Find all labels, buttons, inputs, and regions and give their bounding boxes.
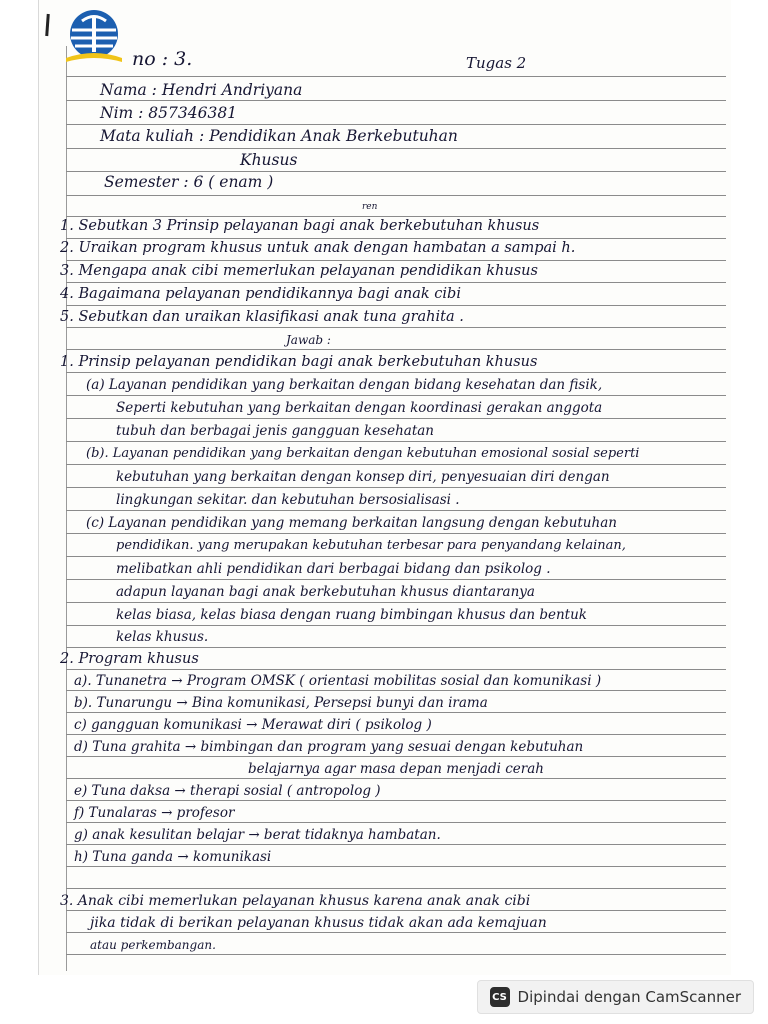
answer-heading: Jawab : [286,333,331,347]
answer-1-line: adapun layanan bagi anak berkebutuhan khusus diantaranya [116,584,535,600]
answer-1-line: (c) Layanan pendidikan yang memang berkaitan langsung dengan kebutuhan [86,515,617,531]
answer-1-line: kelas khusus. [116,629,209,645]
ruled-line [66,533,726,534]
answer-2-item: e) Tuna daksa → therapi sosial ( antropolog ) [74,783,381,799]
answer-2-item: f) Tunalaras → profesor [74,805,235,821]
ruled-line [66,910,726,911]
answer-1-line: lingkungan sekitar. dan kebutuhan bersosialisasi . [116,492,460,508]
answer-2-item: belajarnya agar masa depan menjadi cerah [248,761,544,777]
camscanner-icon: CS [490,987,510,1007]
margin-line [66,46,67,971]
ruled-line [66,100,726,101]
ruled-line [66,800,726,801]
ruled-line [66,148,726,149]
ruled-line [66,349,726,350]
ruled-line [66,441,726,442]
ruled-line [66,372,726,373]
answer-1-line: pendidikan. yang merupakan kebutuhan terbesar para penyandang kelainan, [116,538,626,553]
answer-1-title: 1. Prinsip pelayanan pendidikan bagi anak berkebutuhan khusus [60,354,538,370]
answer-2-title: 2. Program khusus [60,651,199,667]
university-logo [62,8,126,66]
question-1: 1. Sebutkan 3 Prinsip pelayanan bagi anak berkebutuhan khusus [60,218,540,234]
student-name: Nama : Hendri Andriyana [100,81,303,99]
ruled-line [66,647,726,648]
ruled-line [66,690,726,691]
answer-1-line: Seperti kebutuhan yang berkaitan dengan koordinasi gerakan anggota [116,400,603,416]
ruled-line [66,625,726,626]
student-nim: Nim : 857346381 [100,104,238,122]
answer-2-item: c) gangguan komunikasi → Merawat diri ( psikolog ) [74,717,432,733]
ruled-line [66,866,726,867]
ruled-line [66,418,726,419]
ruled-line [66,602,726,603]
answer-1-line: (b). Layanan pendidikan yang berkaitan dengan kebutuhan emosional sosial seperti [86,446,640,461]
ruled-line [66,669,726,670]
answer-2-item: d) Tuna grahita → bimbingan dan program yang sesuai dengan kebutuhan [74,739,584,755]
answer-1-line: melibatkan ahli pendidikan dari berbagai bidang dan psikolog . [116,561,551,577]
answer-2-item: b). Tunarungu → Bina komunikasi, Persepsi bunyi dan irama [74,695,488,711]
ruled-line [66,171,726,172]
answer-2-item: a). Tunanetra → Program OMSK ( orientasi mobilitas sosial dan komunikasi ) [74,673,602,689]
ruled-line [66,195,726,196]
ruled-line [66,844,726,845]
ruled-line [66,76,726,77]
answer-3-line: 3. Anak cibi memerlukan pelayanan khusus karena anak anak cibi [60,893,531,909]
answer-1-line: kelas biasa, kelas biasa dengan ruang bimbingan khusus dan bentuk [116,607,587,623]
answer-1-line: tubuh dan berbagai jenis gangguan kesehatan [116,423,434,439]
ruled-line [66,888,726,889]
assignment-label: Tugas 2 [466,54,527,72]
question-2: 2. Uraikan program khusus untuk anak dengan hambatan a sampai h. [60,240,576,256]
answer-1-line: kebutuhan yang berkaitan dengan konsep diri, penyesuaian diri dengan [116,469,610,485]
course-name: Mata kuliah : Pendidikan Anak Berkebutuhan [100,127,458,145]
ruled-line [66,260,726,261]
question-3: 3. Mengapa anak cibi memerlukan pelayanan pendidikan khusus [60,263,538,279]
ruled-line [66,487,726,488]
ruled-line [66,954,726,955]
ruled-line [66,756,726,757]
camscanner-watermark [477,980,754,1014]
ruled-line [66,579,726,580]
ruled-line [66,712,726,713]
answer-3-line: jika tidak di berikan pelayanan khusus tidak akan ada kemajuan [90,915,547,931]
ruled-line [66,327,726,328]
ruled-line [66,932,726,933]
answer-1-line: (a) Layanan pendidikan yang berkaitan dengan bidang kesehatan dan fisik, [86,377,603,393]
course-name-continued: Khusus [240,151,298,169]
caret-insertion-note: ren [362,202,378,212]
ruled-line [66,282,726,283]
page-number: no : 3. [132,48,193,70]
ruled-line [66,464,726,465]
answer-3-line: atau perkembangan. [90,938,216,952]
ruled-line [66,124,726,125]
ruled-line [66,778,726,779]
watermark-text: Dipindai dengan CamScanner [517,988,741,1006]
ruled-line [66,556,726,557]
ruled-line [66,734,726,735]
ruled-line [66,510,726,511]
answer-2-item: h) Tuna ganda → komunikasi [74,849,272,865]
semester: Semester : 6 ( enam ) [104,173,274,191]
ruled-line [66,822,726,823]
ruled-line [66,305,726,306]
answer-2-item: g) anak kesulitan belajar → berat tidaknya hambatan. [74,827,441,843]
question-4: 4. Bagaimana pelayanan pendidikannya bagi anak cibi [60,286,461,302]
ruled-line [66,395,726,396]
question-5: 5. Sebutkan dan uraikan klasifikasi anak tuna grahita . [60,309,464,325]
